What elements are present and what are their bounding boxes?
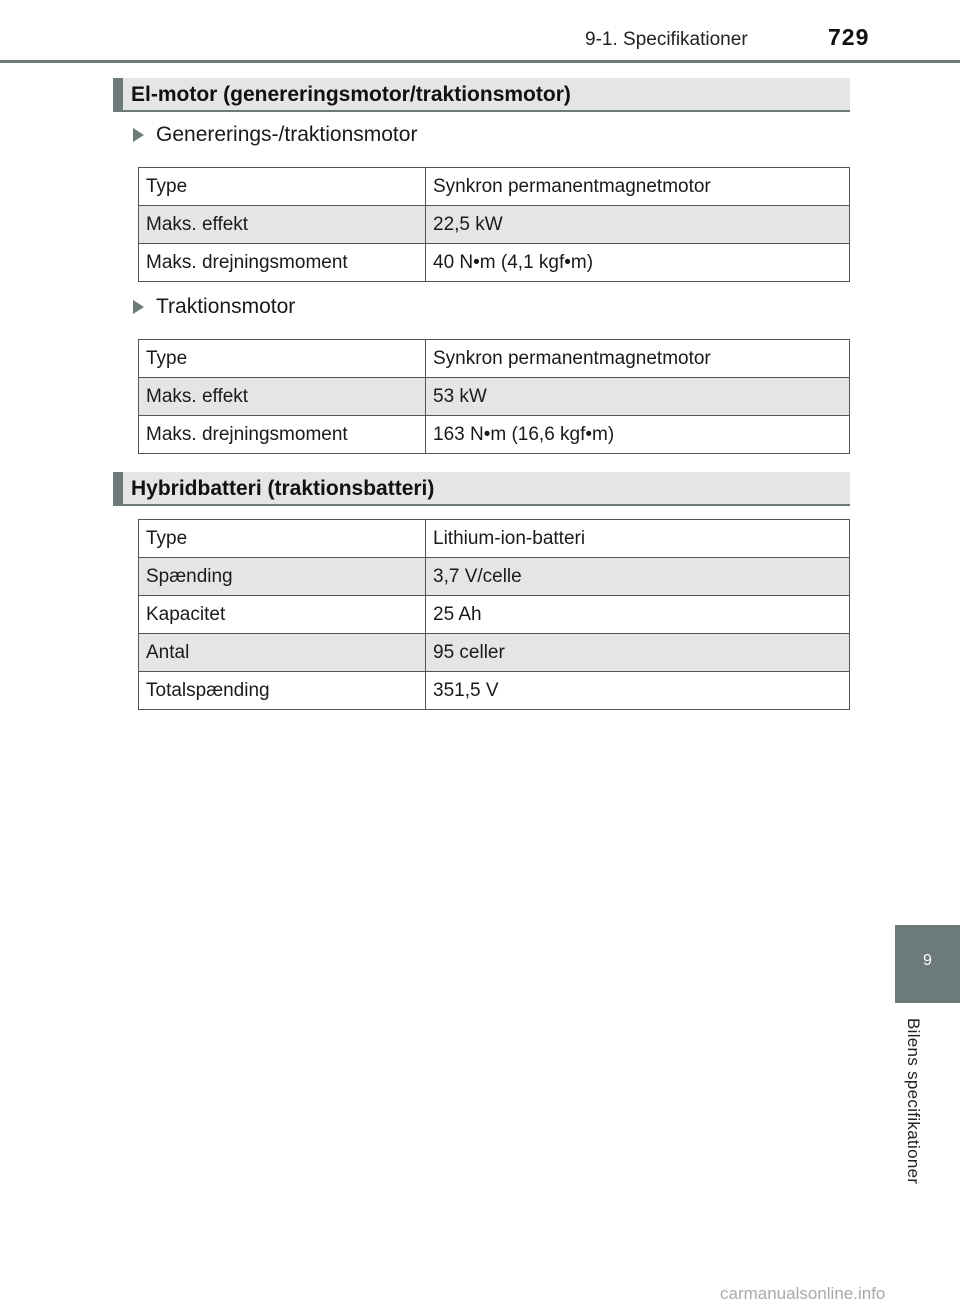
subheading-label: Genererings-/traktionsmotor: [156, 123, 418, 146]
table-row: [139, 520, 850, 558]
chapter-number: 9: [923, 952, 932, 969]
spec-key: Kapacitet: [139, 596, 426, 634]
table-row: [139, 378, 850, 416]
table-row: [139, 416, 850, 454]
watermark: carmanualsonline.info: [720, 1284, 886, 1303]
table-row: [139, 206, 850, 244]
spec-key: Maks. drejningsmoment: [139, 244, 426, 282]
spec-key: Maks. drejningsmoment: [139, 416, 426, 454]
triangle-bullet-icon: [133, 300, 144, 314]
spec-value: 3,7 V/celle: [426, 558, 850, 596]
spec-key: Type: [139, 168, 426, 206]
table-row: [139, 672, 850, 710]
table-row: [139, 558, 850, 596]
spec-value: Synkron permanentmagnetmotor: [426, 168, 850, 206]
table-row: [139, 168, 850, 206]
spec-value: 53 kW: [426, 378, 850, 416]
header-section-title: 9-1. Specifikationer: [585, 29, 748, 50]
chapter-tab[interactable]: [895, 925, 960, 1003]
spec-key: Maks. effekt: [139, 378, 426, 416]
table-row: [139, 244, 850, 282]
spec-value: Synkron permanentmagnetmotor: [426, 340, 850, 378]
spec-key: Antal: [139, 634, 426, 672]
spec-value: 95 celler: [426, 634, 850, 672]
spec-table-traktionsmotor: [138, 339, 850, 454]
spec-value: 351,5 V: [426, 672, 850, 710]
header-divider: [0, 60, 960, 63]
spec-table-genererings-traktionsmotor: [138, 167, 850, 282]
spec-table-hybridbatteri: [138, 519, 850, 710]
subheading-genererings-traktionsmotor: [133, 123, 417, 147]
triangle-bullet-icon: [133, 128, 144, 142]
chapter-label: Bilens specifikationer: [904, 1018, 923, 1185]
spec-value: 163 N•m (16,6 kgf•m): [426, 416, 850, 454]
page-number: 729: [828, 24, 870, 50]
section-title-hybridbatteri: Hybridbatteri (traktionsbatteri): [113, 472, 850, 506]
subheading-traktionsmotor: [133, 295, 295, 319]
spec-value: 22,5 kW: [426, 206, 850, 244]
spec-key: Maks. effekt: [139, 206, 426, 244]
table-row: [139, 634, 850, 672]
spec-value: Lithium-ion-batteri: [426, 520, 850, 558]
section-title-el-motor: El-motor (genereringsmotor/traktionsmotor): [113, 78, 850, 112]
page-header: [0, 0, 960, 62]
spec-key: Type: [139, 520, 426, 558]
spec-key: Type: [139, 340, 426, 378]
subheading-label: Traktionsmotor: [156, 295, 296, 318]
spec-key: Totalspænding: [139, 672, 426, 710]
spec-value: 25 Ah: [426, 596, 850, 634]
table-row: [139, 340, 850, 378]
table-row: [139, 596, 850, 634]
spec-key: Spænding: [139, 558, 426, 596]
spec-value: 40 N•m (4,1 kgf•m): [426, 244, 850, 282]
